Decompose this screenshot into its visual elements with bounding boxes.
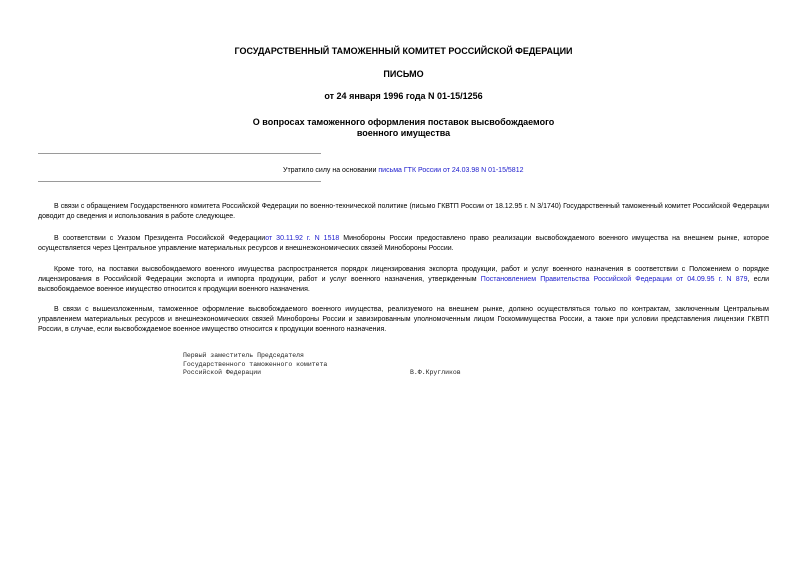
paragraph-2-text-start: В соответствии с Указом Президента Российской Федерации <box>54 235 266 242</box>
issuing-authority: ГОСУДАРСТВЕННЫЙ ТАМОЖЕННЫЙ КОМИТЕТ РОССИЙСКОЙ ФЕДЕРАЦИИ <box>234 46 573 56</box>
signatory-name: В.Ф.Кругликов <box>410 369 461 376</box>
paragraph-3-text-start: Кроме того, на поставки высвобождаемого военного имущества распространяется порядок лицензирования экспорта продукции, работ и услуг военного назначения в соответствии с Положением о порядке лицензирования в Российской Федерации экспорта и импорта продукции, работ и услуг военного назначения, утвержденным <box>38 266 769 283</box>
signatory-title-line-1: Первый заместитель Председателя <box>183 352 304 359</box>
document-date-number: от 24 января 1996 года N 01-15/1256 <box>324 91 483 101</box>
repeal-note <box>283 166 524 175</box>
repeal-note-prefix: Утратило силу на основании <box>283 167 379 174</box>
government-resolution-link[interactable]: Постановлением Правительства Российской Федерации от 04.09.95 г. N 879 <box>480 276 748 283</box>
paragraph-3 <box>38 265 769 295</box>
signature-block <box>183 352 461 378</box>
document-subject-line-2: военного имущества <box>356 128 451 138</box>
paragraph-2 <box>38 234 769 254</box>
decree-link[interactable]: от 30.11.92 г. N 1518 <box>265 235 340 242</box>
repeal-letter-link[interactable]: письма ГТК России от 24.03.98 N 01-15/5812 <box>378 167 524 174</box>
paragraph-3-text-end: , если высвобождаемое военное имущество относится к продукции военного назначения. <box>38 276 769 293</box>
signatory-title-line-2: Государственного таможенного комитета <box>183 360 328 368</box>
divider-bottom <box>38 181 321 182</box>
document-subject-line-1: О вопросах таможенного оформления поставок высвобождаемого <box>252 117 555 127</box>
paragraph-2-text-end: Минобороны России предоставлено право реализации высвобождаемого военного имущества на внешнем рынке, которое осуществляется через Центральное управление материальных ресурсов и внешнеэкономических связей Минобороны России. <box>38 235 769 252</box>
paragraph-1: В связи с обращением Государственного комитета Российской Федерации по военно-технической политике (письмо ГКВТП России от 18.12.95 г. N 3/1740) Государственный таможенный комитет Российской Федерации доводит до сведения и использования в работе следующее. <box>38 203 769 220</box>
document-type: ПИСЬМО <box>383 69 424 79</box>
divider-top <box>38 153 321 154</box>
signatory-title-line-3: Российской Федерации <box>183 369 262 376</box>
paragraph-4: В связи с вышеизложенным, таможенное оформление высвобождаемого военного имущества, реализуемого на внешнем рынке, должно осуществляться только по контрактам, заключенным Центральным управлением материальных ресурсов и внешнеэкономических связей Минобороны России и завизированным уполномоченным лицом Госкомимущества России, а также при условии представления лицензии ГКВТП России, в случае, если высвобождаемое военное имущество относится к продукции военного назначения. <box>38 306 769 333</box>
